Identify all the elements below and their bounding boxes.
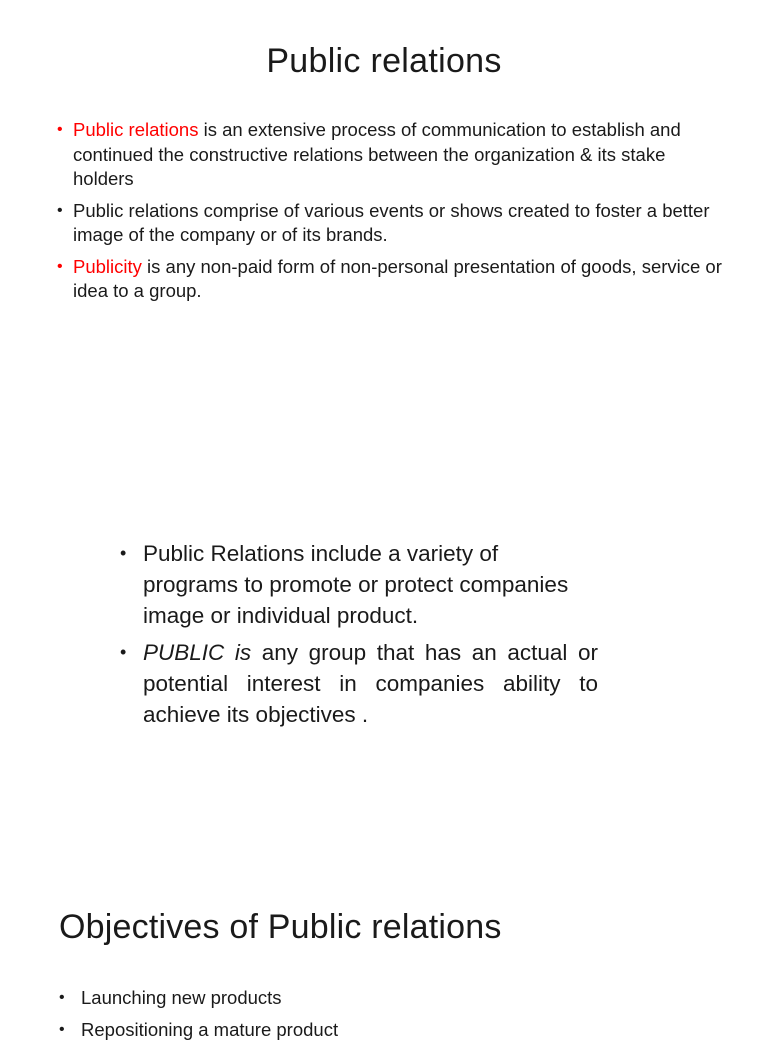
- bullet-text: Public relations comprise of various events or shows created to foster a better image of the company or of its brands.: [73, 199, 710, 245]
- slide-title: Objectives of Public relations: [59, 908, 502, 946]
- highlighted-term: Public relations: [73, 119, 199, 140]
- bullet-text: is an extensive process of communication to establish and continued the constructive relations between the organization & its stake holders: [73, 119, 681, 189]
- bullet-icon: •: [59, 989, 65, 1006]
- italic-term: PUBLIC is: [143, 640, 252, 665]
- bullet-item: [57, 118, 729, 192]
- bullet-icon: •: [120, 642, 127, 662]
- bullet-list: [120, 538, 598, 736]
- bullet-item: [59, 1018, 719, 1042]
- bullet-icon: •: [57, 121, 63, 138]
- bullet-item: [59, 986, 719, 1010]
- bullet-list: [59, 986, 719, 1050]
- bullet-icon: •: [120, 543, 127, 563]
- bullet-text: any group that has an actual or potential interest in companies ability to achieve its objectives .: [143, 640, 598, 727]
- bullet-text: Launching new products: [81, 987, 282, 1008]
- bullet-item: [57, 199, 729, 248]
- bullet-item: [120, 538, 598, 631]
- bullet-icon: •: [57, 257, 63, 275]
- bullet-list: [57, 118, 729, 311]
- bullet-icon: •: [59, 1021, 65, 1038]
- bullet-item: [57, 255, 729, 304]
- slide-objectives: [0, 880, 768, 1040]
- highlighted-term: Publicity: [73, 255, 142, 277]
- bullet-text: Repositioning a mature product: [81, 1019, 339, 1040]
- slide-public-relations-programs: [0, 500, 768, 760]
- bullet-text: is any non-paid form of non-personal presentation of goods, service or idea to a group.: [73, 255, 722, 301]
- bullet-icon: •: [57, 201, 63, 219]
- bullet-item: [120, 637, 598, 730]
- bullet-text: Public Relations include a variety of programs to promote or protect companies image or individual product.: [143, 541, 569, 628]
- slide-public-relations: [0, 0, 768, 330]
- slide-title: Public relations: [266, 42, 502, 80]
